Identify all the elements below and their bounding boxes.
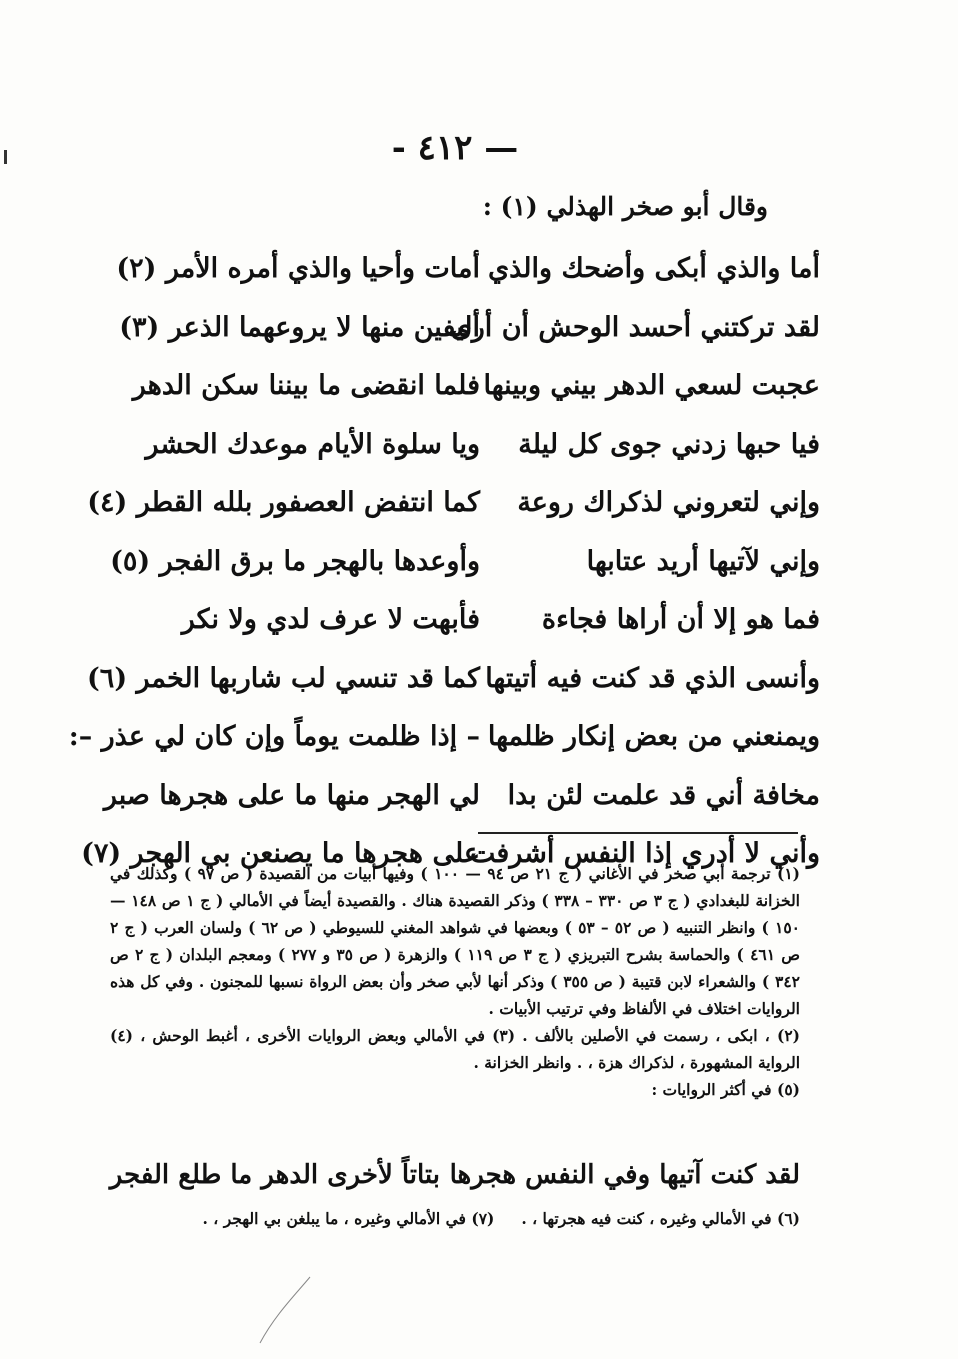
footnote-separator — [478, 832, 798, 834]
footnote-6: (٦) في الأمالي وغيره ، كنت فيه هجرتها ، . — [521, 1209, 800, 1228]
verse-first-hemistich: وإني لتعروني لذكراك روعة — [517, 487, 820, 518]
verse-second-hemistich: وأوعدها بالهجر ما برق الفجر (٥) — [110, 545, 480, 577]
poem — [68, 240, 820, 884]
verse-first-hemistich: لقد تركتني أحسد الوحش أن أرى — [450, 311, 820, 343]
verse-second-hemistich: أليفين منها لا يروعهما الذعر (٣) — [119, 311, 480, 343]
verse-second-hemistich: – إذا ظلمت يوماً وإن كان لي عذر –: — [68, 721, 480, 752]
verse-first-hemistich: ويمنعني من بعض إنكار ظلمها — [487, 721, 820, 752]
footnote-1: (١) ترجمة أبي صخر في الأغاني ( ج ٢١ ص ٩٤ — ١٠٠ ) وفيها أبيات من القصيدة ( ص ٩٧ ) وكذلك في الخزانة للبغدادي ( ج ٣ ص ٣٣٠ – ٣٣٨ ) وذكر القصيدة هناك . والقصيدة أيضاً في الأمالي ( ج ١ ص ١٤٨ — ١٥٠ ) وانظر التنبيه ( ص ٥٢ – ٥٣ ) وبعضها في شواهد المغني للسيوطي ( ص ٦٢ ) ولسان العرب ( ج ٢ ص ٤٦١ ) والحماسة بشرح التبريزي ( ج ٣ ص ١١٩ ) والزهرة ( ص ٣٥ و ٢٧٧ ) ومعجم البلدان ( ج ٢ ص ٣٤٢ ) والشعراء لابن قتيبة ( ص ٣٥٥ ) وذكر أنها لأبي صخر وأن بعض الرواة نسبها للمجنون . وفي كل هذه الروايات اختلاف في الألفاظ وفي ترتيب الأبيات . — [110, 864, 800, 1018]
verse-second-hemistich: أمات وأحيا والذي أمره الأمر (٢) — [116, 253, 480, 284]
verse-second-hemistich: كما انتفض العصفور بلله القطر (٤) — [87, 487, 480, 518]
verse-first-hemistich: أما والذي أبكى وأضحك والذي — [487, 253, 820, 284]
verse-line — [103, 767, 820, 826]
verse-second-hemistich: ويا سلوة الأيام موعدك الحشر — [145, 428, 480, 460]
verse-line — [87, 474, 820, 533]
verse-line — [120, 357, 820, 416]
page-number: — ٤١٢ - — [391, 128, 519, 168]
footnotes-end — [110, 1205, 800, 1233]
verse-line — [87, 650, 820, 709]
verse-line — [120, 591, 820, 650]
footnotes — [110, 860, 800, 1103]
verse-first-hemistich: عجبت لسعي الدهر بيني وبينها — [483, 370, 820, 401]
pencil-mark — [255, 1275, 315, 1345]
verse-first-hemistich: وأني لا أدري إذا النفس أشرفت — [469, 838, 820, 869]
verse-second-hemistich: فأبهت لا عرف لدي ولا نكر — [181, 604, 480, 635]
verse-line — [116, 240, 820, 299]
verse-first-hemistich: فما هو إلا أن أراها فجاءة — [541, 604, 820, 635]
margin-mark — [4, 150, 7, 164]
verse-second-hemistich: فلما انقضى ما بيننا سكن الدهر — [132, 370, 480, 401]
footnote-2-4: (٢) ، ابكى ، رسمت في الأصلين بالألف . (٣) في الأمالي وبعض الروايات الأخرى ، أغبط الوحش ، (٤) الرواية المشهورة ، لذكراك هزة ، . وانظر الخزانة . — [110, 1026, 800, 1072]
verse-line — [110, 533, 820, 592]
poem-intro: وقال أبو صخر الهذلي (١) : — [482, 192, 768, 221]
verse-line — [120, 299, 820, 358]
verse-line — [68, 708, 820, 767]
quoted-verse-first-hemistich: لقد كنت آتيها وفي النفس هجرها — [449, 1160, 800, 1190]
quoted-verse-second-hemistich: بتاتاً لأخرى الدهر ما طلع الفجر — [109, 1160, 440, 1190]
verse-first-hemistich: مخافة أني قد علمت لئن بدا — [507, 779, 820, 811]
verse-first-hemistich: وإني لآتيها أريد عتابها — [586, 545, 820, 577]
footnote-5: (٥) في أكثر الروايات : — [651, 1080, 800, 1099]
verse-first-hemistich: وأنسى الذي قد كنت فيه أتيتها — [485, 662, 820, 694]
verse-second-hemistich: على هجرها ما يصنعن بي الهجر (٧) — [81, 838, 480, 869]
verse-first-hemistich: فيا حبها زدني جوى كل ليلة — [518, 428, 820, 460]
verse-line — [120, 416, 820, 475]
quoted-verse — [110, 1150, 800, 1200]
verse-second-hemistich: كما قد تنسي لب شاربها الخمر (٦) — [87, 662, 480, 694]
footnote-7: (٧) في الأمالي وغيره ، ما يبلغن بي الهجر ، . — [202, 1209, 495, 1228]
verse-second-hemistich: لي الهجر منها ما على هجرها صبر — [103, 779, 480, 811]
